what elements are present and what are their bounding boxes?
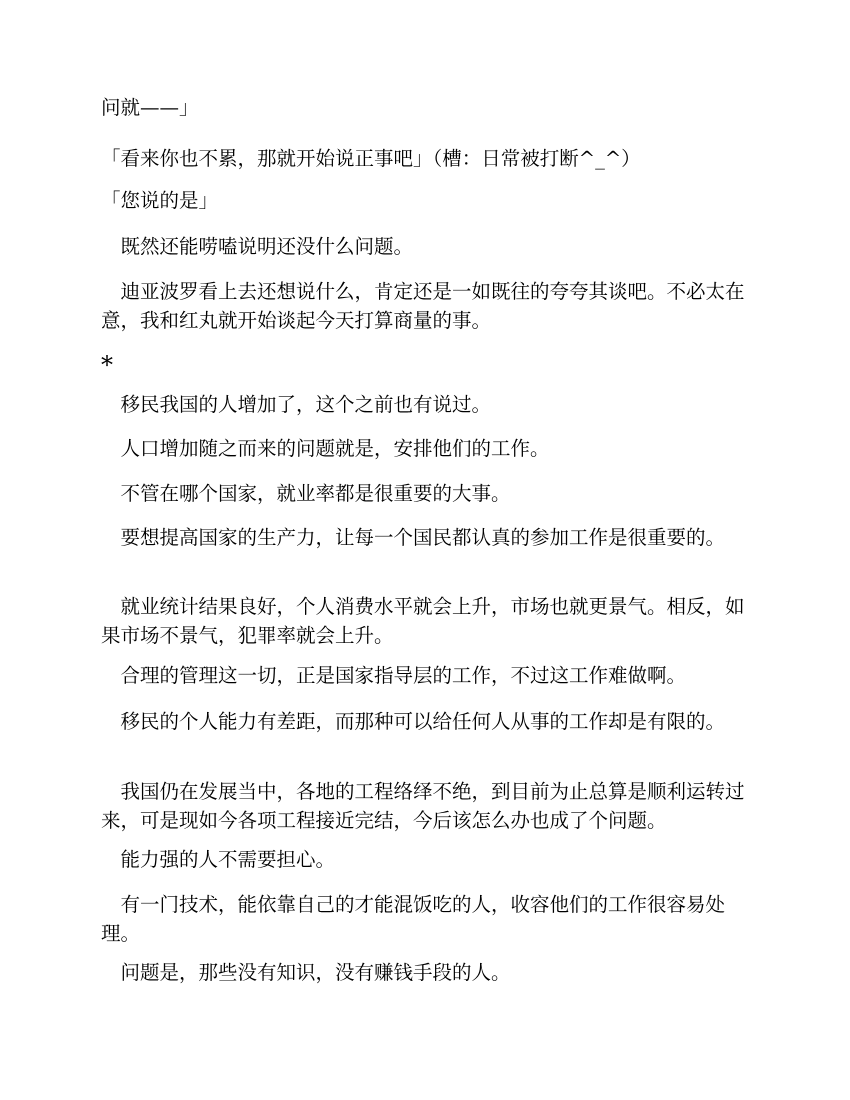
- paragraph-8: 不管在哪个国家，就业率都是很重要的大事。: [101, 482, 511, 505]
- paragraph-3: 「您说的是」: [101, 189, 219, 212]
- section-break-star: *: [101, 351, 113, 379]
- paragraph-7: 人口增加随之而来的问题就是，安排他们的工作。: [101, 437, 550, 460]
- paragraph-5: 迪亚波罗看上去还想说什么，肯定还是一如既往的夸夸其谈吧。不必太在意，我和红丸就开始谈起今天打算商量的事。: [101, 280, 745, 332]
- paragraph-2: 「看来你也不累，那就开始说正事吧」（槽：日常被打断^_^）: [101, 147, 641, 170]
- paragraph-14: 能力强的人不需要担心。: [101, 848, 336, 871]
- paragraph-9: 要想提高国家的生产力，让每一个国民都认真的参加工作是很重要的。: [101, 526, 726, 549]
- paragraph-4: 既然还能唠嗑说明还没什么问题。: [101, 235, 414, 258]
- paragraph-11: 合理的管理这一切，正是国家指导层的工作，不过这工作难做啊。: [101, 664, 687, 687]
- paragraph-6: 移民我国的人增加了，这个之前也有说过。: [101, 393, 492, 416]
- paragraph-13: 我国仍在发展当中，各地的工程络绎不绝，到目前为止总算是顺利运转过来，可是现如今各项工程接近完结，今后该怎么办也成了个问题。: [101, 780, 745, 832]
- paragraph-16: 问题是，那些没有知识，没有赚钱手段的人。: [101, 961, 511, 984]
- paragraph-15: 有一门技术，能依靠自己的才能混饭吃的人，收容他们的工作很容易处理。: [101, 893, 726, 945]
- paragraph-1: 问就——」: [101, 96, 199, 119]
- paragraph-10: 就业统计结果良好，个人消费水平就会上升，市场也就更景气。相反，如果市场不景气，犯罪率就会上升。: [101, 595, 745, 647]
- paragraph-12: 移民的个人能力有差距，而那种可以给任何人从事的工作却是有限的。: [101, 710, 726, 733]
